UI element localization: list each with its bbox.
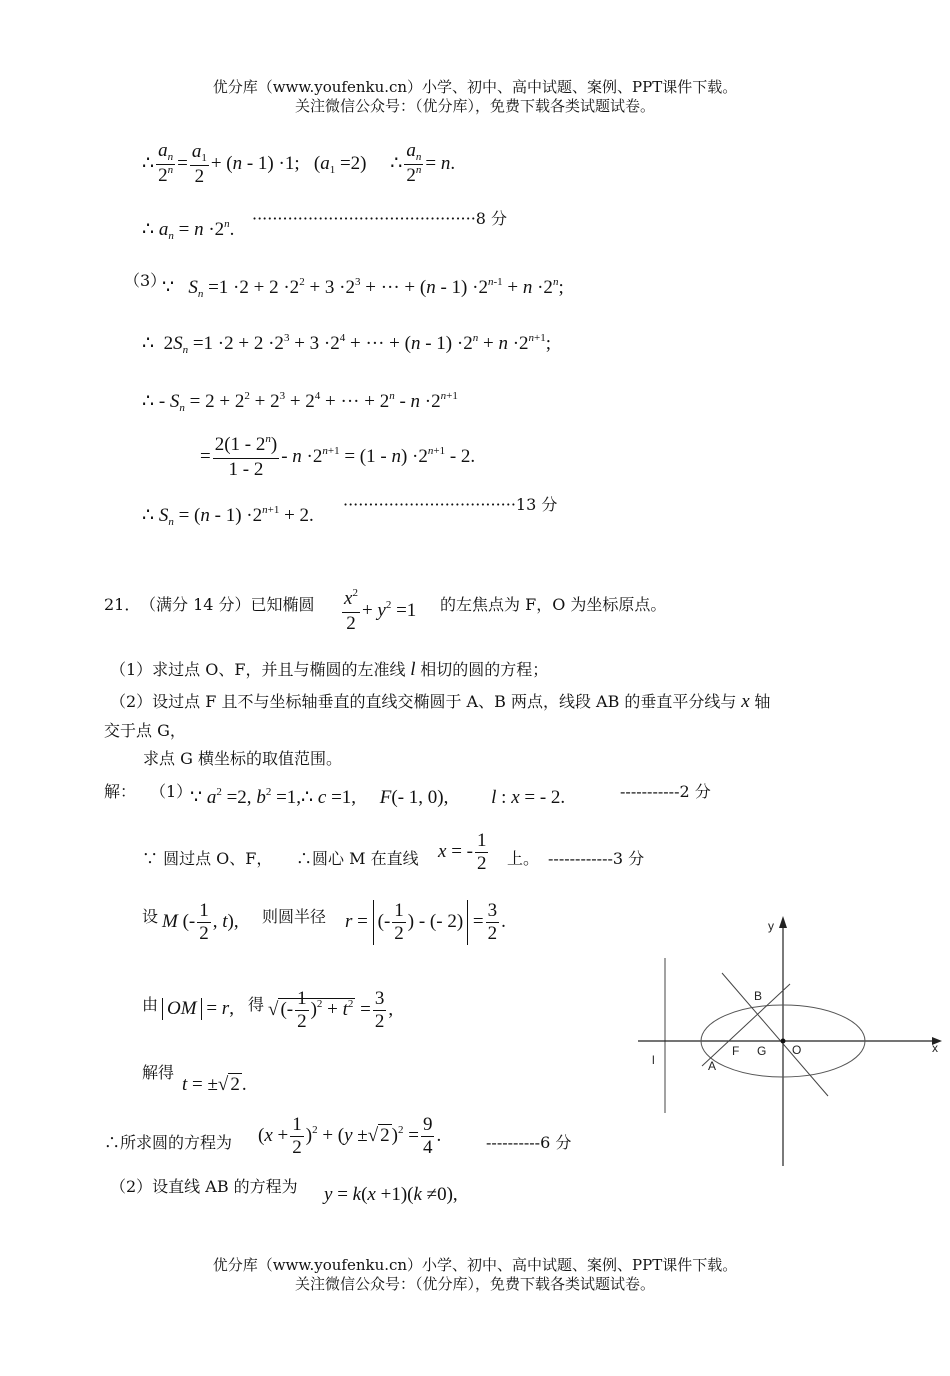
formula-sn-result: ∴ $S_n = (n - 1) \cdot 2^{n+1} + 2$. [142, 504, 314, 528]
circle-through-of: ∵ 圆过点 O、F， [142, 849, 273, 868]
perpendicular-bisector [722, 973, 828, 1096]
center-on-line: ∴圆心 M 在直线 [296, 849, 419, 868]
label-x: x [932, 1041, 938, 1055]
origin-point [781, 1039, 786, 1044]
formula-x-neg-half: x = - $\frac{1}{2}$ [438, 830, 487, 874]
formula-circle: (x + $\frac{1}{2}$ )$^2$ + (y ±√ 2 )$^2$ = $\frac{9}{4}$ . [258, 1114, 442, 1158]
q21-part2-line3: 求点 G 横坐标的取值范围。 [143, 749, 342, 768]
formula-line-ab: y = k(x +1)(k ≠0), [324, 1184, 458, 1205]
label-a: A [708, 1059, 717, 1073]
circle-eq-text: 所求圆的方程为 [120, 1133, 233, 1152]
q21-intro-tail: 的左焦点为 F，O 为坐标原点。 [440, 595, 667, 614]
score-2: -----------2 分 [620, 782, 711, 801]
center-tail: 上。 [507, 849, 540, 868]
formula-an-over-2n: ∴ $\frac{a_n}{2^n}$ = $\frac{a_1}{2}$ + (n - 1) ·1; $(a_1 =2)$ ∴ $\frac{a_n}{2^n}$ = n. [142, 140, 456, 187]
q21-intro: （满分 14 分）已知椭圆 [140, 595, 315, 614]
y-axis-arrow [779, 916, 787, 928]
formula-neg-sn: ∴ - $S_n = 2 + 2^2 + 2^3 + 2^4$ + ··· + $2^n - n \cdot 2^{n+1}$ [142, 390, 458, 414]
formula-sn: ∵ $S_n =1 \cdot 2 + 2 \cdot 2^2 + 3 \cdot 2^3$ + ··· + $(n - 1) \cdot 2^{n-1} + n \cdot 2^n$; [162, 276, 564, 300]
footer-line-2: 关注微信公众号：（优分库），免费下载各类试题试卷。 [294, 1275, 655, 1293]
directrix-symbol: l [405, 659, 421, 680]
label-l: l [652, 1053, 655, 1067]
score-13: ··································13 分 [343, 495, 558, 514]
formula-om: OM = r, [162, 998, 234, 1020]
line-ab [702, 984, 790, 1066]
formula-abc: ∵ $a^2 =2$, $b^2$ =1,∴ c =1, F(- 1, 0), l : x = - 2. [190, 786, 566, 808]
circle-eq-label: ∴所求圆的方程为 [104, 1133, 233, 1152]
label-o: O [792, 1043, 802, 1057]
solution-step1: （1） [150, 782, 193, 801]
q21-part1-tail: 相切的圆的方程； [420, 660, 549, 679]
formula-t: t = ±√ 2 . [182, 1074, 247, 1095]
label-b: B [754, 989, 763, 1003]
q21-part2 [110, 689, 770, 713]
set-m-label: 设 [142, 907, 159, 926]
header-line-2: 关注微信公众号：（优分库），免费下载各类试题试卷。 [294, 97, 655, 115]
q21-part2-text: （2）设过点 F 且不与坐标轴垂直的直线交椭圆于 A、B 两点，线段 AB 的垂直平分线与 [110, 692, 737, 711]
formula-sqrt: √ (- $\frac{1}{2}$ )$^2 + t^2$ = $\frac{3}{2}$ , [268, 988, 394, 1032]
label-y: y [768, 919, 774, 933]
get-text: 得 [248, 995, 265, 1014]
header-line-1: 优分库（www.youfenku.cn）小学、初中、高中试题、案例、PPT课件下载。 [212, 78, 738, 96]
formula-radius: r = (- $\frac{1}{2}$ ) - (- 2) = $\frac{3}{2}$ . [345, 900, 506, 944]
solve-text: 解得 [142, 1063, 175, 1082]
q21-number: 21． [104, 595, 141, 614]
label-f: F [732, 1044, 740, 1058]
from-text: 由 [142, 995, 159, 1014]
q21-part2-line2: 交于点 G， [104, 721, 186, 740]
formula-m: M (- $\frac{1}{2}$ , t), [162, 900, 239, 944]
solution-label: 解： [104, 782, 137, 801]
score-8: ············································8 分 [252, 209, 508, 228]
x-axis-symbol: x [736, 691, 755, 712]
ellipse-equation: $\frac{x^2}{2}$ + $y^2 =1$ [344, 587, 417, 634]
label-g: G [757, 1044, 767, 1058]
circle-through-text: 圆过点 O、F， [163, 849, 273, 868]
ellipse-diagram [630, 908, 945, 1170]
q21-part2-tail: 轴 [754, 692, 771, 711]
part2-line: （2）设直线 AB 的方程为 [110, 1177, 298, 1196]
score-6: ----------6 分 [486, 1133, 572, 1152]
score-3: ------------3 分 [548, 849, 645, 868]
formula-2sn: ∴ $2S_n =1 \cdot 2 + 2 \cdot 2^3 + 3 \cdot 2^4$ + ··· + $(n - 1) \cdot 2^n + n \cdot 2^{n+1}$; [142, 332, 552, 356]
center-text: 圆心 M 在直线 [312, 849, 419, 868]
radius-text: 则圆半径 [262, 907, 327, 926]
footer-line-1: 优分库（www.youfenku.cn）小学、初中、高中试题、案例、PPT课件下载。 [212, 1256, 738, 1274]
q21-part1 [110, 657, 548, 681]
formula-geometric-sum: = $\frac{2(1 - 2^n)}{1 - 2}$ - $n \cdot 2^{n+1} = (1 - n) \cdot 2^{n+1} - 2$. [200, 433, 476, 480]
q21-part1-text: （1）求过点 O、F，并且与椭圆的左准线 [110, 660, 406, 679]
part3-label: （3） [124, 271, 167, 290]
formula-an: ∴ $a_n = n \cdot 2^n$. [142, 218, 235, 242]
